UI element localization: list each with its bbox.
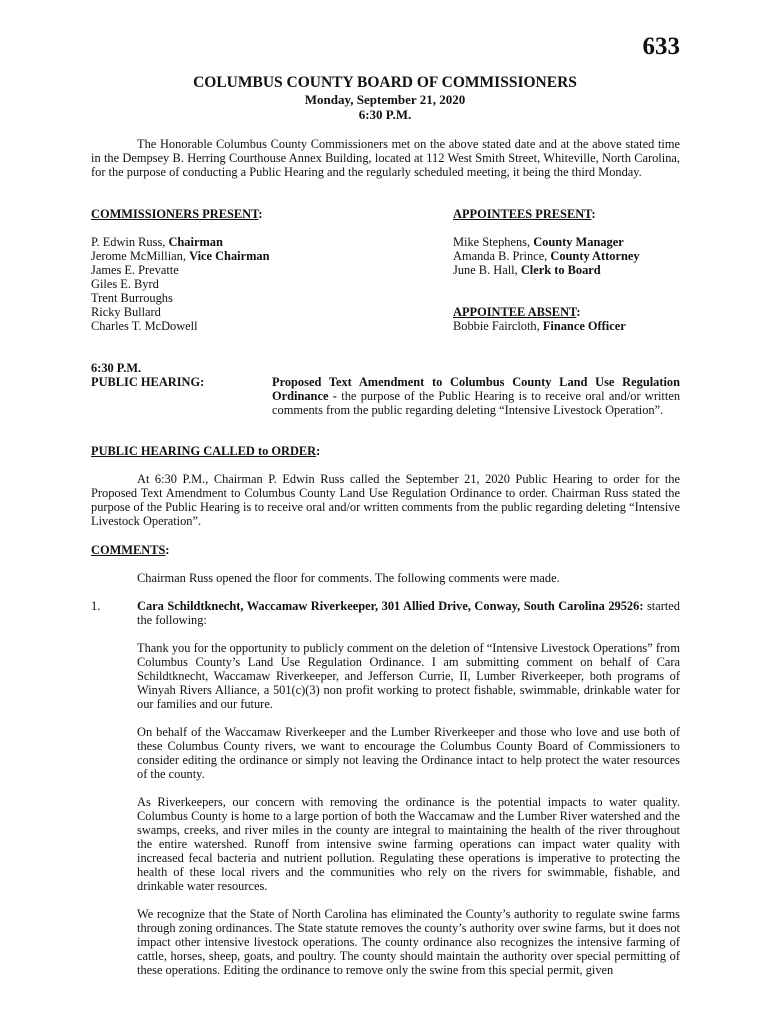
- commissioner-row: Jerome McMillian, Vice Chairman: [91, 249, 270, 263]
- appointee-row: June B. Hall, Clerk to Board: [453, 263, 601, 277]
- appointee-absent-row: Bobbie Faircloth, Finance Officer: [453, 319, 626, 333]
- commissioners-present: [91, 207, 421, 333]
- appointee-row: Amanda B. Prince, County Attorney: [453, 249, 640, 263]
- comment-speaker: Cara Schildtknecht, Waccamaw Riverkeeper, 301 Allied Drive, Conway, South Carolina 29526:: [137, 599, 644, 613]
- commissioner-row: Ricky Bullard: [91, 305, 161, 319]
- public-hearing-description: [272, 375, 680, 417]
- meeting-time: 6:30 P.M.: [358, 107, 412, 122]
- comments-opening: [91, 571, 680, 585]
- document-title: COLUMBUS COUNTY BOARD OF COMMISSIONERS: [193, 74, 577, 91]
- comment-paragraph: As Riverkeepers, our concern with removing the ordinance is the potential impacts to water quality. Columbus County is home to a large portion of both the Waccamaw and the Lumber River watershed and the swamps, creeks, and river miles in the county are integral to maintaining the health of the river throughout the entire watershed. Runoff from intensive swine farming operations can impact water quality with increased fecal bacteria and nutrient pollution. Regulating these operations is imperative to protecting the health of these local rivers and the communities who rely on the rivers for swimmable, fishable, and drinkable water resources.: [137, 795, 680, 893]
- intro-text: The Honorable Columbus County Commissioners met on the above stated date and at the above stated time in the Dempsey B. Herring Courthouse Annex Building, located at 112 West Smith Street, Whiteville, North Carolina, for the purpose of conducting a Public Hearing and the regularly scheduled meeting, it being the third Monday.: [91, 137, 680, 179]
- comments-heading: COMMENTS:: [91, 543, 170, 557]
- called-to-order-paragraph: [91, 472, 680, 528]
- commissioner-row: P. Edwin Russ, Chairman: [91, 235, 223, 249]
- page-number: 633: [642, 33, 680, 60]
- comment-paragraph: Thank you for the opportunity to publicly comment on the deletion of “Intensive Livestock Operations” from Columbus County’s Land Use Regulation Ordinance. I am submitting comment on behalf of Cara Schildtknecht, Waccamaw Riverkeeper, and Jefferson Currie, II, Lumber Riverkeeper, both programs of Winyah Rivers Alliance, a 501(c)(3) non profit working to protect fishable, swimmable, drinkable water for our families and our future.: [137, 641, 680, 711]
- comment-item-number: 1.: [91, 599, 101, 613]
- comments-opening-text: Chairman Russ opened the floor for comments. The following comments were made.: [137, 571, 560, 585]
- public-hearing-time: 6:30 P.M.: [91, 361, 142, 375]
- meeting-date: Monday, September 21, 2020: [304, 92, 466, 107]
- commissioner-row: Trent Burroughs: [91, 291, 173, 305]
- comment-quote: [137, 641, 680, 977]
- called-to-order-text: At 6:30 P.M., Chairman P. Edwin Russ called the September 21, 2020 Public Hearing to order for the Proposed Text Amendment to Columbus County Land Use Regulation Ordinance to order. Chairman Russ stated the purpose of the Public Hearing is to receive oral and/or written comments from the public regarding deleting “Intensive Livestock Operation”.: [91, 472, 680, 528]
- intro-paragraph: [91, 137, 680, 179]
- called-to-order-heading: PUBLIC HEARING CALLED to ORDER:: [91, 444, 321, 458]
- commissioner-row: Giles E. Byrd: [91, 277, 159, 291]
- appointees-heading: APPOINTEES PRESENT:: [453, 207, 596, 221]
- appointees-present: [453, 207, 683, 333]
- comment-paragraph: We recognize that the State of North Carolina has eliminated the County’s authority to regulate swine farms through zoning ordinances. The State statute removes the county’s authority over swine farms, but it does not impact other intensive livestock operations. The county ordinance also recognizes the intensive farming of cattle, horses, sheep, goats, and poultry. The county should maintain the authority over special permitting of these operations. Editing the ordinance to remove only the swine from this special permit, given: [137, 907, 680, 977]
- commissioners-heading: COMMISSIONERS PRESENT:: [91, 207, 263, 221]
- public-hearing-label: PUBLIC HEARING:: [91, 375, 205, 389]
- commissioner-row: Charles T. McDowell: [91, 319, 198, 333]
- commissioner-row: James E. Prevatte: [91, 263, 179, 277]
- appointee-row: Mike Stephens, County Manager: [453, 235, 624, 249]
- comment-paragraph: On behalf of the Waccamaw Riverkeeper and the Lumber Riverkeeper and those who love and use both of these Columbus County rivers, we want to encourage the Columbus County Board of Commissioners to consider editing the ordinance or simply not leaving the Ordinance intact to help protect the water resources of the county.: [137, 725, 680, 781]
- public-hearing-title: Proposed Text Amendment to Columbus County Land Use Regulation Ordinance -: [272, 375, 680, 403]
- public-hearing-text: the purpose of the Public Hearing is to receive oral and/or written comments from the public regarding deleting “Intensive Livestock Operation”.: [272, 389, 681, 417]
- comment-item-heading: [137, 599, 680, 627]
- appointee-absent-heading: APPOINTEE ABSENT:: [453, 305, 581, 319]
- comment-lead: started the following:: [137, 599, 680, 627]
